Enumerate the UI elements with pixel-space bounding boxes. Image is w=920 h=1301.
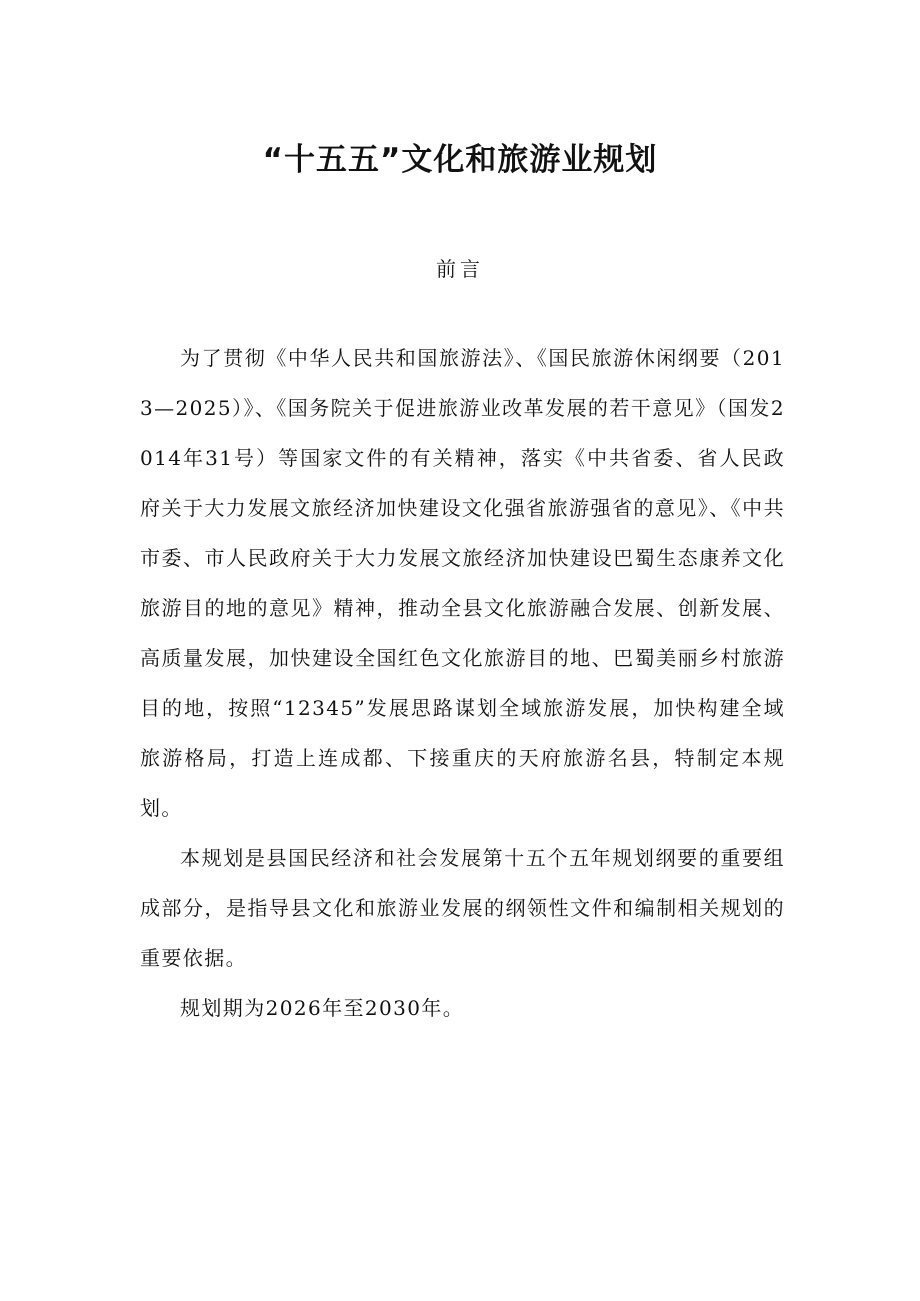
paragraph-purpose: 为了贯彻《中华人民共和国旅游法》、《国民旅游休闲纲要（2013—2025）》、《国务院关于促进旅游业改革发展的若干意见》（国发2014年31号）等国家文件的有关精神，落实《中共省委、省人民政府关于大力发展文旅经济加快建设文化强省旅游强省的意见》、《中共市委、市人民政府关于大力发展文旅经济加快建设巴蜀生态康养文化旅游目的地的意见》精神，推动全县文化旅游融合发展、创新发展、高质量发展，加快建设全国红色文化旅游目的地、巴蜀美丽乡村旅游目的地，按照“12345”发展思路谋划全域旅游发展，加快构建全域旅游格局，打造上连成都、下接重庆的天府旅游名县，特制定本规划。: [140, 346, 785, 820]
paragraph-status: 本规划是县国民经济和社会发展第十五个五年规划纲要的重要组成部分，是指导县文化和旅游业发展的纲领性文件和编制相关规划的重要依据。: [140, 846, 785, 970]
section-heading-preface: 前言: [436, 257, 484, 281]
document-body: [140, 333, 785, 1033]
document-title: “十五五”文化和旅游业规划: [262, 142, 658, 178]
paragraph-period: 规划期为2026年至2030年。: [180, 996, 465, 1020]
